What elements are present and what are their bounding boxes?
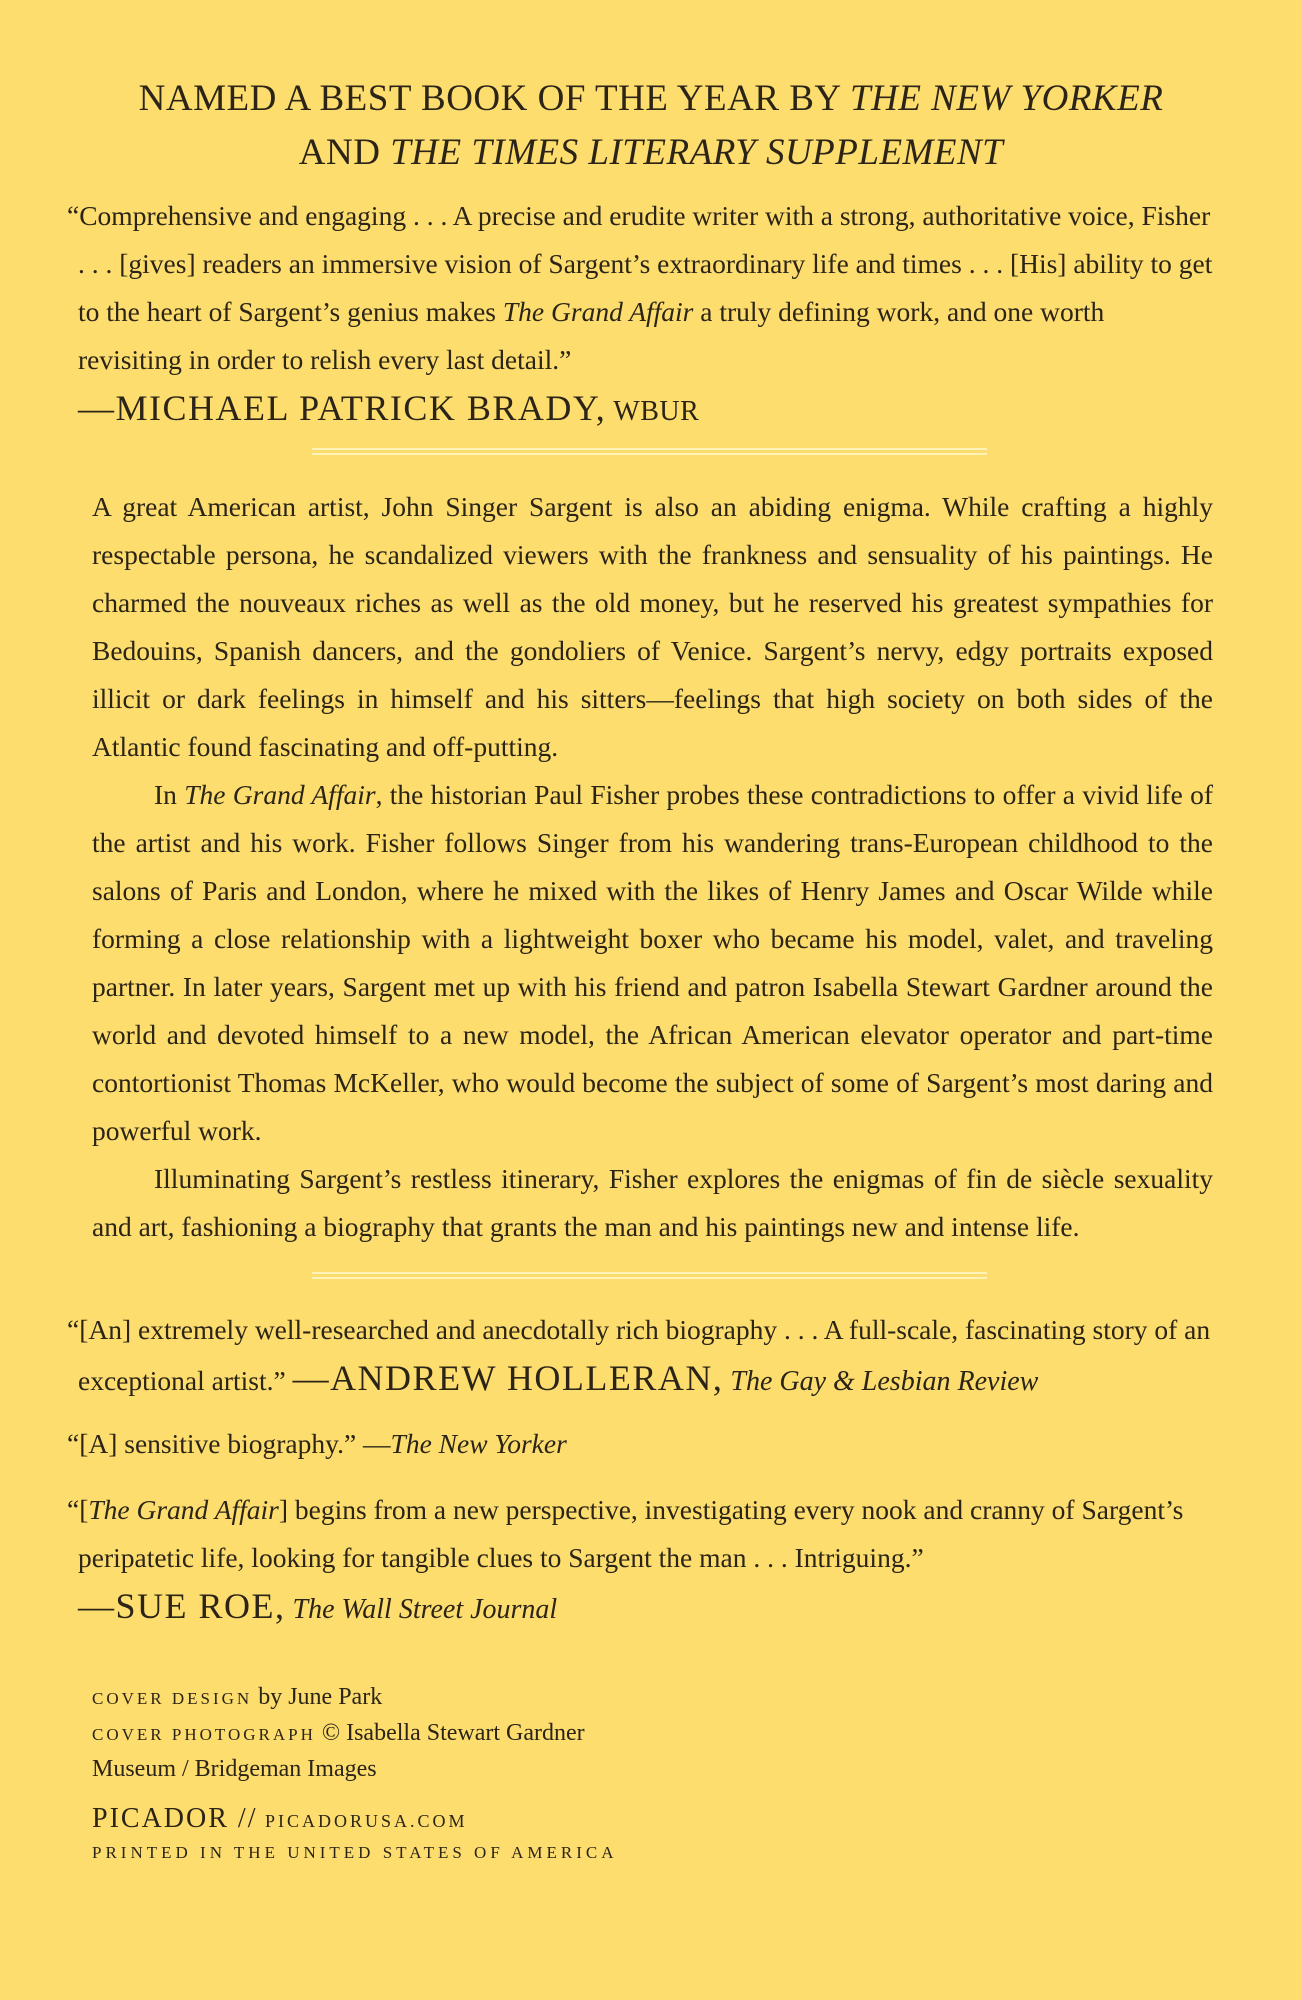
headline-line-1 — [60, 72, 1242, 126]
book-title: The Grand Affair — [184, 779, 376, 810]
description-paragraph-1: A great American artist, John Singer Sargent is also an abiding enigma. While crafting a highly respectable persona, he scandalized viewers with the frankness and sensuality of his paintings. He charmed the nouveaux riches as well as the old money, but he reserved his greatest sympathies for Bedouins, Spanish dancers, and the gondoliers of Venice. Sargent’s nervy, edgy portraits exposed illicit or dark feelings in himself and his sitters—feelings that high society on both sides of the Atlantic found fascinating and off-putting. — [92, 491, 1213, 762]
review-quote-roe — [67, 1486, 1213, 1634]
quote-text-part: “[ — [67, 1494, 89, 1525]
description-paragraph-2 — [92, 771, 1213, 1155]
quote-attribution — [78, 1582, 1213, 1634]
book-title: The Grand Affair — [502, 296, 694, 327]
quote-outlet: The Gay & Lesbian Review — [723, 1366, 1039, 1397]
headline-text: AND — [298, 132, 391, 173]
review-quote-new-yorker — [67, 1420, 1213, 1468]
headline-text: NAMED A BEST BOOK OF THE YEAR BY — [138, 78, 851, 119]
paragraph-text: , the historian Paul Fisher probes these contradictions to offer a vivid life of the artist and his work. Fisher follows Singer from his wandering trans-European childhood to the salons of Paris and London, where he mixed with the likes of Henry James and Oscar Wilde while forming a close relationship with a lightweight boxer who became his model, valet, and traveling partner. In later years, Sargent met up with his friend and patron Isabella Stewart Gardner around the world and devoted himself to a new model, the African American elevator operator and part-time contortionist Thomas McKeller, who would become the subject of some of Sargent’s most daring and powerful work. — [92, 779, 1213, 1146]
publisher-name: PICADOR // — [92, 1803, 258, 1834]
quote-text-part: a truly defining work, and one worth revisiting in order to relish every last detail.” — [78, 296, 1105, 375]
quote-author: —MICHAEL PATRICK BRADY, — [78, 388, 607, 428]
review-quote-brady — [67, 192, 1213, 436]
description-paragraph-3: Illuminating Sargent’s restless itinerary, Fisher explores the enigmas of fin de siècle sexuality and art, fashioning a biography that grants the man and his paintings new and intense life. — [92, 1163, 1213, 1242]
quote-text-part: “[A] sensitive biography.” — [67, 1428, 364, 1459]
credit-label: COVER PHOTOGRAPH — [92, 1725, 316, 1744]
headline-line-2 — [60, 126, 1242, 180]
cover-credits — [92, 1680, 892, 1786]
quote-author: —ANDREW HOLLERAN, — [292, 1358, 724, 1398]
quote-dash: — — [363, 1428, 391, 1459]
publisher-info — [92, 1800, 992, 1868]
publisher-url[interactable]: PICADORUSA.COM — [257, 1811, 468, 1831]
review-quote-holleran — [67, 1306, 1213, 1406]
paragraph-text: In — [154, 779, 185, 810]
cover-design-credit — [92, 1680, 892, 1716]
headline — [60, 72, 1242, 180]
printed-in: PRINTED IN THE UNITED STATES OF AMERICA — [92, 1843, 618, 1862]
headline-publication: THE TIMES LITERARY SUPPLEMENT — [390, 132, 1004, 173]
cover-photo-credit — [92, 1716, 892, 1752]
credit-value: © Isabella Stewart Gardner — [315, 1720, 585, 1746]
cover-photo-credit-cont: Museum / Bridgeman Images — [92, 1756, 377, 1782]
quote-text-part: ] begins from a new perspective, investigating every nook and cranny of Sargent’s peripatetic life, looking for tangible clues to Sargent the man . . . Intriguing.” — [78, 1494, 1184, 1573]
quote-attribution — [78, 384, 1213, 436]
quote-outlet: The Wall Street Journal — [285, 1594, 558, 1625]
credit-label: COVER DESIGN — [92, 1689, 253, 1708]
quote-outlet: The New Yorker — [390, 1428, 567, 1459]
quote-author: —SUE ROE, — [78, 1586, 286, 1626]
headline-publication: THE NEW YORKER — [850, 78, 1164, 119]
quote-text — [67, 192, 1213, 384]
quote-text-part: “Comprehensive and engaging . . . A precise and erudite writer with a strong, authoritative voice, Fisher . . . [gives] readers an immersive vision of Sargent’s extraordinary life and times . . . [His] ability to get to the heart of Sargent’s genius makes — [67, 200, 1213, 327]
quote-text-part: “[An] extremely well-researched and anecdotally rich biography . . . A full-scale, fascinating story of an exceptional artist.” — [67, 1314, 1211, 1396]
divider-rule — [312, 1272, 987, 1279]
credit-value: by June Park — [252, 1684, 383, 1710]
book-description — [92, 483, 1213, 1251]
publisher-line — [92, 1800, 992, 1838]
quote-text — [67, 1486, 1213, 1582]
quote-text — [67, 1420, 1213, 1468]
book-title: The Grand Affair — [88, 1494, 279, 1525]
divider-rule — [312, 448, 987, 455]
quote-outlet: WBUR — [606, 396, 700, 427]
quote-text — [67, 1306, 1213, 1406]
